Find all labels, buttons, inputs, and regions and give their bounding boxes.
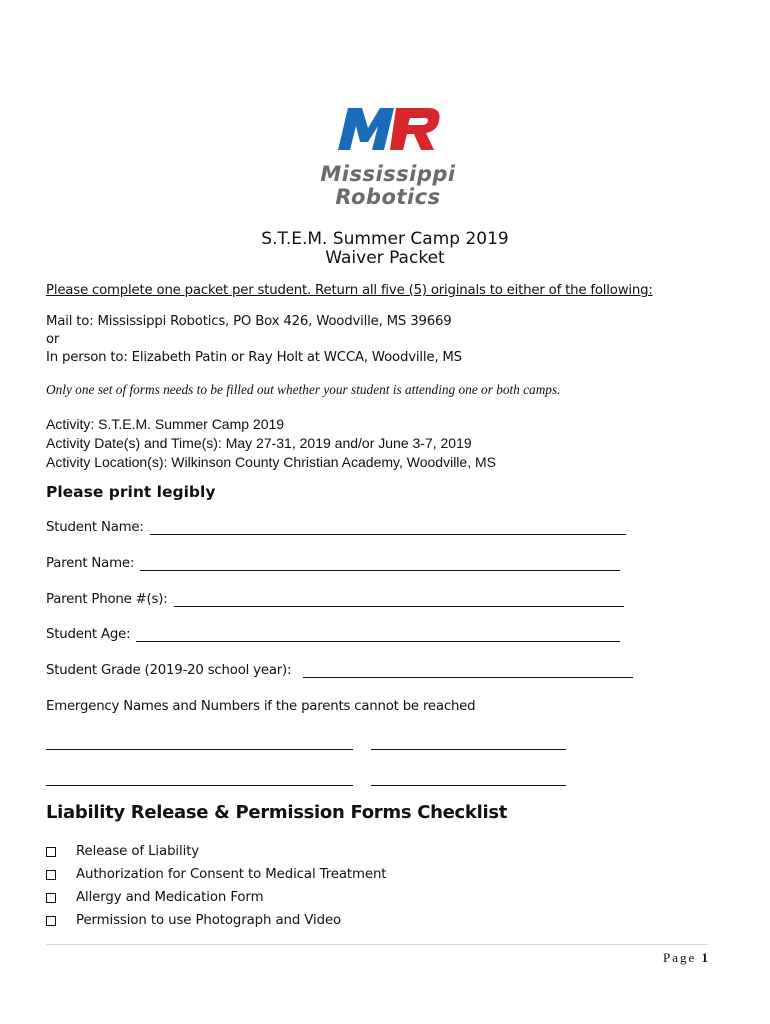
emergency-name-line-2[interactable] — [46, 785, 353, 786]
student-grade-field[interactable] — [46, 663, 633, 678]
student-age-line[interactable] — [136, 627, 620, 642]
student-name-field[interactable] — [46, 520, 626, 535]
checklist-item[interactable] — [46, 890, 263, 905]
mail-address-line: Mail to: Mississippi Robotics, PO Box 426, Woodville, MS 39669 — [46, 314, 452, 329]
footer-divider — [46, 944, 708, 945]
parent-phone-label: Parent Phone #(s): — [46, 592, 168, 607]
mississippi-robotics-logo — [318, 100, 458, 212]
activity-location: Activity Location(s): Wilkinson County Christian Academy, Woodville, MS — [46, 454, 496, 470]
checkbox-icon[interactable] — [46, 916, 56, 926]
checklist-item-label: Authorization for Consent to Medical Treatment — [76, 867, 387, 882]
parent-name-line[interactable] — [140, 556, 620, 571]
document-title: S.T.E.M. Summer Camp 2019 — [261, 229, 509, 249]
page-footer — [663, 950, 708, 966]
student-age-label: Student Age: — [46, 627, 131, 642]
student-age-field[interactable] — [46, 627, 620, 642]
checkbox-icon[interactable] — [46, 870, 56, 880]
checklist-item-label: Release of Liability — [76, 844, 200, 859]
instructions-text: Please complete one packet per student. Return all five (5) originals to either of the following: — [46, 283, 653, 298]
mail-or-line: or — [46, 332, 60, 347]
checkbox-icon[interactable] — [46, 893, 56, 903]
student-grade-label: Student Grade (2019-20 school year): — [46, 663, 292, 678]
mr-monogram-icon — [318, 100, 458, 160]
emergency-contacts-label: Emergency Names and Numbers if the parents cannot be reached — [46, 699, 476, 714]
emergency-number-line-2[interactable] — [371, 785, 566, 786]
forms-note: Only one set of forms needs to be filled out whether your student is attending one or both camps. — [46, 382, 561, 397]
parent-phone-line[interactable] — [174, 592, 624, 607]
checklist-heading: Liability Release & Permission Forms Checklist — [46, 802, 508, 823]
in-person-line: In person to: Elizabeth Patin or Ray Holt at WCCA, Woodville, MS — [46, 350, 462, 365]
parent-name-field[interactable] — [46, 556, 620, 571]
checklist-item[interactable] — [46, 867, 386, 882]
student-grade-line[interactable] — [303, 663, 633, 678]
checklist-item-label: Permission to use Photograph and Video — [76, 913, 342, 928]
activity-name: Activity: S.T.E.M. Summer Camp 2019 — [46, 416, 285, 432]
checklist-item[interactable] — [46, 844, 199, 859]
page-label: Page — [662, 950, 697, 965]
checklist-item[interactable] — [46, 913, 341, 928]
checkbox-icon[interactable] — [46, 847, 56, 857]
print-legibly-heading: Please print legibly — [46, 483, 216, 501]
student-name-line[interactable] — [150, 520, 626, 535]
parent-phone-field[interactable] — [46, 592, 624, 607]
emergency-number-line-1[interactable] — [371, 749, 566, 750]
logo-text-robotics: Robotics — [335, 185, 441, 209]
activity-dates: Activity Date(s) and Time(s): May 27-31, 2019 and/or June 3-7, 2019 — [46, 435, 472, 451]
checklist-item-label: Allergy and Medication Form — [76, 890, 264, 905]
page-number: 1 — [701, 950, 708, 965]
document-subtitle: Waiver Packet — [325, 248, 445, 268]
parent-name-label: Parent Name: — [46, 556, 135, 571]
logo-text-mississippi: Mississippi — [320, 162, 456, 186]
student-name-label: Student Name: — [46, 520, 144, 535]
emergency-name-line-1[interactable] — [46, 749, 353, 750]
